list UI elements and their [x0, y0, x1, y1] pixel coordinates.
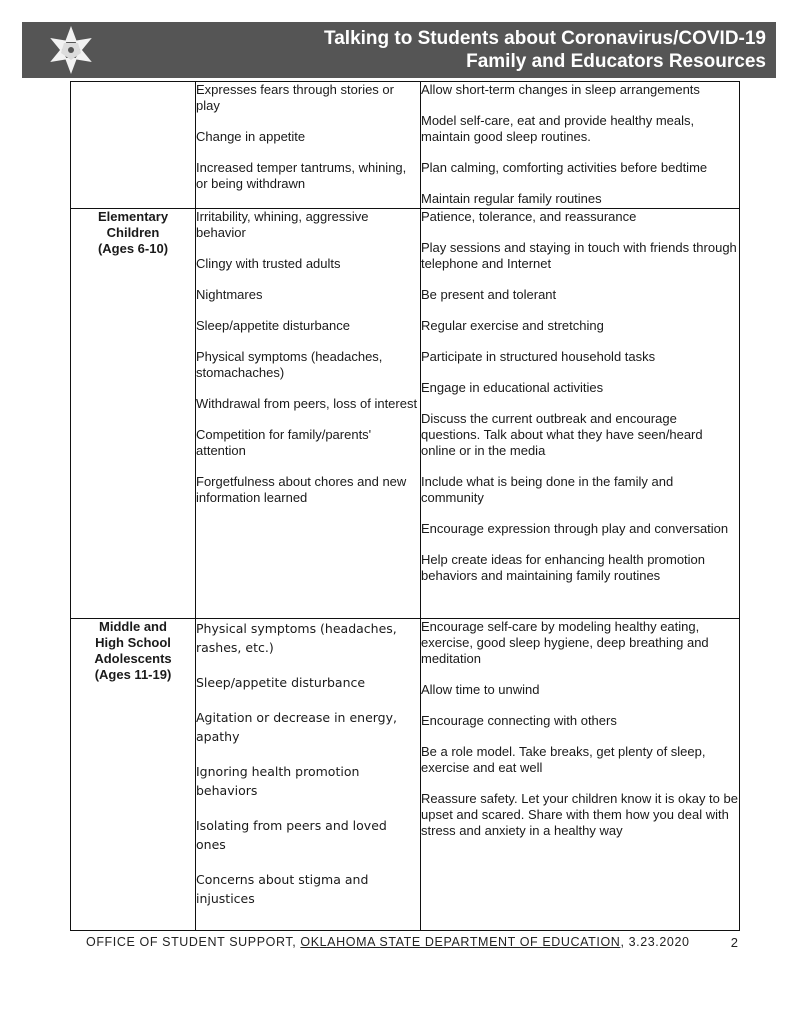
symptom-item: Increased temper tantrums, whining, or being withdrawn: [196, 160, 407, 191]
support-item: Reassure safety. Let your children know it is okay to be upset and scared. Share with them how you deal with stress and anxiety in a healthy way: [421, 791, 738, 838]
supports-cell: [421, 209, 740, 619]
supports-cell: [421, 619, 740, 931]
support-item: Include what is being done in the family and community: [421, 474, 674, 505]
symptom-item: Concerns about stigma and injustices: [196, 872, 369, 906]
symptom-item: Expresses fears through stories or play: [196, 82, 394, 113]
symptom-item: Sleep/appetite disturbance: [196, 675, 366, 690]
symptoms-cell: [196, 82, 421, 209]
age-group-label: Elementary: [97, 209, 169, 224]
support-item: Play sessions and staying in touch with friends through telephone and Internet: [421, 240, 737, 271]
support-item: Encourage self-care by modeling healthy eating, exercise, good sleep hygiene, deep breathing and meditation: [421, 619, 709, 666]
age-group-label: Adolescents: [94, 651, 172, 666]
symptom-item: Withdrawal from peers, loss of interest: [196, 396, 418, 411]
age-group-cell: [71, 209, 196, 619]
table-row-early-childhood: [71, 82, 740, 209]
support-item: Be present and tolerant: [421, 287, 557, 302]
support-item: Maintain regular family routines: [421, 191, 602, 206]
star-logo-icon: [40, 24, 102, 76]
resources-table: [70, 81, 740, 931]
title-line-1: Talking to Students about Coronavirus/COVID-19: [324, 28, 766, 49]
symptom-item: Sleep/appetite disturbance: [196, 318, 350, 333]
age-group-cell: [71, 82, 196, 209]
symptoms-cell: [196, 209, 421, 619]
table-row-elementary: [71, 209, 740, 619]
support-item: Plan calming, comforting activities before bedtime: [421, 160, 708, 175]
symptom-item: Forgetfulness about chores and new information learned: [196, 474, 407, 505]
support-item: Allow short-term changes in sleep arrangements: [421, 82, 700, 97]
support-item: Be a role model. Take breaks, get plenty of sleep, exercise and eat well: [421, 744, 706, 775]
support-item: Engage in educational activities: [421, 380, 604, 395]
support-item: Discuss the current outbreak and encourage questions. Talk about what they have seen/heard online or in the media: [421, 411, 703, 458]
supports-cell: [421, 82, 740, 209]
symptom-item: Competition for family/parents' attention: [196, 427, 372, 458]
page-title: [324, 27, 766, 73]
support-item: Model self-care, eat and provide healthy meals, maintain good sleep routines.: [421, 113, 695, 144]
symptom-item: Clingy with trusted adults: [196, 256, 341, 271]
support-item: Patience, tolerance, and reassurance: [421, 209, 637, 224]
symptom-item: Nightmares: [196, 287, 263, 302]
page-footer: [86, 935, 746, 949]
footer-department: OKLAHOMA STATE DEPARTMENT OF EDUCATION: [300, 935, 621, 949]
support-item: Regular exercise and stretching: [421, 318, 604, 333]
age-group-label: High School: [95, 635, 171, 650]
symptom-item: Ignoring health promotion behaviors: [196, 764, 360, 798]
support-item: Allow time to unwind: [421, 682, 540, 697]
page-header: [22, 22, 776, 78]
symptom-item: Isolating from peers and loved ones: [196, 818, 387, 852]
symptom-item: Change in appetite: [196, 129, 306, 144]
symptom-item: Physical symptoms (headaches, rashes, etc.): [196, 621, 397, 655]
title-line-2: Family and Educators Resources: [466, 51, 766, 72]
symptom-item: Agitation or decrease in energy, apathy: [196, 710, 397, 744]
age-group-label: (Ages 6-10): [97, 241, 169, 256]
page-number: 2: [730, 935, 738, 950]
symptoms-cell: [196, 619, 421, 931]
symptom-item: Irritability, whining, aggressive behavior: [196, 209, 369, 240]
support-item: Help create ideas for enhancing health promotion behaviors and maintaining family routines: [421, 552, 706, 583]
table-row-adolescents: [71, 619, 740, 931]
age-group-label: Middle and: [99, 619, 167, 634]
age-group-cell: [71, 619, 196, 931]
age-group-label: (Ages 11-19): [94, 667, 172, 682]
support-item: Participate in structured household tasks: [421, 349, 656, 364]
footer-date: , 3.23.2020: [620, 935, 690, 949]
age-group-label: Children: [106, 225, 160, 240]
support-item: Encourage expression through play and conversation: [421, 521, 729, 536]
support-item: Encourage connecting with others: [421, 713, 617, 728]
footer-office: OFFICE OF STUDENT SUPPORT,: [86, 935, 301, 949]
symptom-item: Physical symptoms (headaches, stomachaches): [196, 349, 383, 380]
